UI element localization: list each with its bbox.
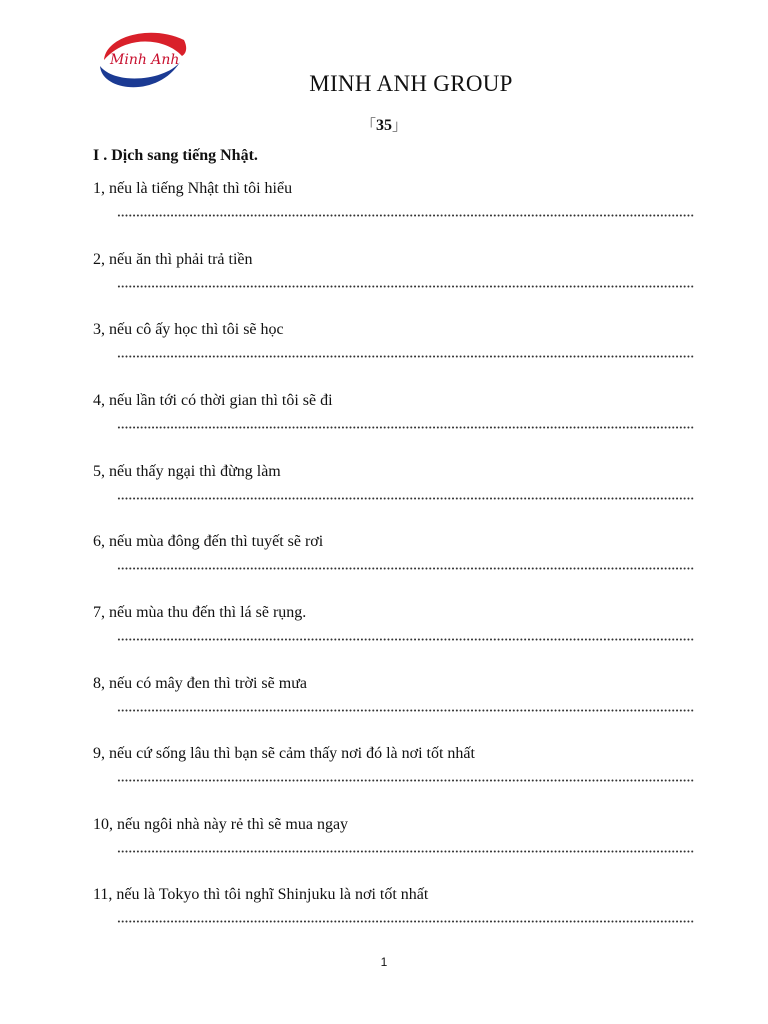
question-text: 2, nếu ăn thì phải trả tiền (93, 251, 253, 268)
lesson-number: 35 (376, 117, 392, 134)
page-number: 1 (380, 955, 388, 969)
question-item (93, 533, 703, 593)
answer-line[interactable] (117, 850, 694, 853)
question-text: 1, nếu là tiếng Nhật thì tôi hiểu (93, 180, 293, 197)
question-text: 3, nếu cô ấy học thì tôi sẽ học (93, 321, 284, 338)
answer-line[interactable] (117, 920, 694, 923)
answer-line[interactable] (117, 285, 694, 288)
question-item (93, 604, 703, 664)
question-item (93, 251, 703, 311)
lesson-bracket-close: 」 (392, 116, 408, 134)
question-text: 7, nếu mùa thu đến thì lá sẽ rụng. (93, 604, 307, 621)
answer-line[interactable] (117, 638, 694, 641)
answer-line[interactable] (117, 709, 694, 712)
question-item (93, 321, 703, 381)
section-title: I . Dịch sang tiếng Nhật. (93, 147, 258, 164)
question-text: 8, nếu có mây đen thì trời sẽ mưa (93, 675, 307, 692)
question-item (93, 675, 703, 735)
answer-line[interactable] (117, 497, 694, 500)
question-text: 5, nếu thấy ngại thì đừng làm (93, 463, 281, 480)
lesson-bracket-open: 「 (360, 116, 376, 134)
question-text: 10, nếu ngôi nhà này rẻ thì sẽ mua ngay (93, 816, 349, 833)
question-item (93, 463, 703, 523)
question-item (93, 392, 703, 452)
answer-line[interactable] (117, 355, 694, 358)
question-text: 6, nếu mùa đông đến thì tuyết sẽ rơi (93, 533, 324, 550)
question-text: 9, nếu cứ sống lâu thì bạn sẽ cảm thấy nơi đó là nơi tốt nhất (93, 745, 475, 762)
company-name: MINH ANH GROUP (309, 71, 513, 96)
logo-text: Minh Anh (110, 52, 180, 68)
answer-line[interactable] (117, 567, 694, 570)
question-item (93, 886, 703, 946)
lesson-number-heading (0, 114, 768, 135)
answer-line[interactable] (117, 214, 694, 217)
answer-line[interactable] (117, 779, 694, 782)
question-item (93, 816, 703, 876)
question-text: 4, nếu lần tới có thời gian thì tôi sẽ đi (93, 392, 333, 409)
question-item (93, 745, 703, 805)
question-text: 11, nếu là Tokyo thì tôi nghĩ Shinjuku là nơi tốt nhất (93, 886, 429, 903)
question-item (93, 180, 703, 240)
answer-line[interactable] (117, 426, 694, 429)
